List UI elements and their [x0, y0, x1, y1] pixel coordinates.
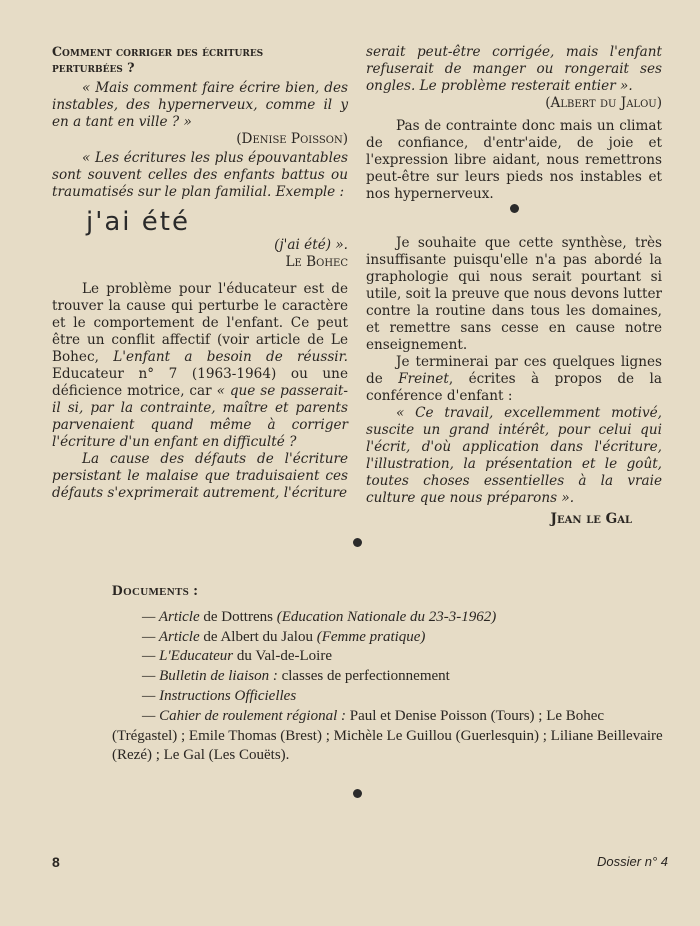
doc-label: — Bulletin de liaison : [142, 668, 278, 685]
doc-text: Paul et Denise Poisson (Tours) ; Le Bohec (Trégastel) ; Emile Thomas (Brest) ; Michèle Le Guillou (Guerlesquin) ; Liliane Beillevaire (Rezé) ; Le Gal (Les Couëts). [112, 707, 663, 764]
doc-source: (Femme pratique) [316, 628, 426, 645]
doc-label: — Instructions Officielles [142, 687, 297, 704]
doc-label: — Article [142, 628, 200, 645]
para1-text-2: Educateur n° 7 (1963-1964) ou une déficience motrice, car [52, 366, 348, 399]
document-item [112, 687, 667, 707]
doc-text: de Dottrens [199, 608, 277, 625]
left-column [52, 44, 348, 502]
paragraph-freinet [366, 354, 662, 405]
paragraph-cause: La cause des défauts de l'écriture persistant le malaise que traduisaient ces défauts s'exprimerait autrement, l'écriture [52, 451, 348, 501]
separator-bullet-center [353, 538, 362, 547]
paragraph-confidence: Pas de contrainte donc mais un climat de confiance, d'entr'aide, de joie et l'expression libre aidant, nous remettrons peut-être sur leurs pieds nos instables et nos hypernerveux. [366, 118, 662, 202]
para1-title: L'enfant a besoin de réussir. [113, 349, 348, 365]
heading-line-2: perturbées ? [52, 60, 135, 75]
doc-label: — L'Educateur [142, 648, 234, 665]
documents-title: Documents : [112, 583, 199, 599]
quote-poisson: « Mais comment faire écrire bien, des instables, des hypernerveux, comme il y en a tant en ville ? » [52, 80, 348, 130]
freinet-text: Je terminerai par ces quelques lignes de [366, 354, 662, 387]
document-item [112, 707, 667, 766]
doc-label: — Cahier de roulement régional : [142, 707, 347, 724]
para1-quote: « que se passerait-il si, par la contrainte, maître et parents parvenaient quand même à corriger l'écriture d'un enfant en difficulté ? [52, 383, 348, 450]
documents-section [112, 582, 667, 766]
paragraph-synthesis: Je souhaite que cette synthèse, très insuffisante puisqu'elle n'a pas abordé la graphologie qui nous serait pourtant si utile, soit la preuve que nous devons lutter contre la routine dans tous les domaines, et remettre sans cesse en cause notre enseignement. [366, 235, 662, 353]
paragraph-educator [52, 281, 348, 451]
document-item [112, 647, 667, 667]
separator-bullet [510, 204, 519, 213]
page-number: 8 [52, 854, 60, 870]
document-item [112, 667, 667, 687]
doc-text: classes de perfectionnement [277, 668, 450, 685]
doc-label: — Article [142, 608, 200, 625]
quote-freinet: « Ce travail, excellemment motivé, suscite un grand intérêt, pour celui qui l'écrit, d'où application dans l'écriture, l'illustration, la présentation et le goût, toutes choses essentielles à la vraie culture que nous préparons ». [366, 405, 662, 506]
author-poisson: (Denise Poisson) [236, 131, 348, 147]
author-le-bohec: Le Bohec [285, 254, 348, 270]
dossier-label: Dossier n° 4 [597, 854, 668, 869]
quote-continuation: serait peut-être corrigée, mais l'enfant refuserait de manger ou rongerait ses ongles. Le problème resterait entier ». [366, 44, 662, 94]
doc-text: de Albert du Jalou [199, 628, 317, 645]
separator-bullet-bottom [353, 789, 362, 798]
para1-text: Le problème pour l'éducateur est de trouver la cause qui perturbe le caractère et le comportement de l'enfant. Ce peut être un conflit affectif (voir article de Le Bohec, [52, 281, 348, 365]
quote-le-bohec: « Les écritures les plus épouvantables sont souvent celles des enfants battus ou traumatisés sur le plan familial. Exemple : [52, 150, 348, 200]
author-du-jalou: (Albert du Jalou) [545, 95, 662, 111]
right-column [366, 44, 662, 528]
document-item [112, 608, 667, 628]
freinet-name: Freinet [398, 371, 449, 387]
handwriting-caption: (j'ai été) ». [274, 237, 348, 253]
doc-text: du Val-de-Loire [233, 648, 332, 665]
signature: Jean le Gal [550, 511, 632, 527]
document-item [112, 628, 667, 648]
handwriting-sample: j'ai été [86, 207, 190, 237]
doc-source: (Education Nationale du 23-3-1962) [276, 608, 497, 625]
heading-line-1: Comment corriger des écritures [52, 44, 264, 59]
freinet-text-2: , écrites à propos de la conférence d'enfant : [366, 371, 662, 404]
section-heading [52, 44, 348, 76]
